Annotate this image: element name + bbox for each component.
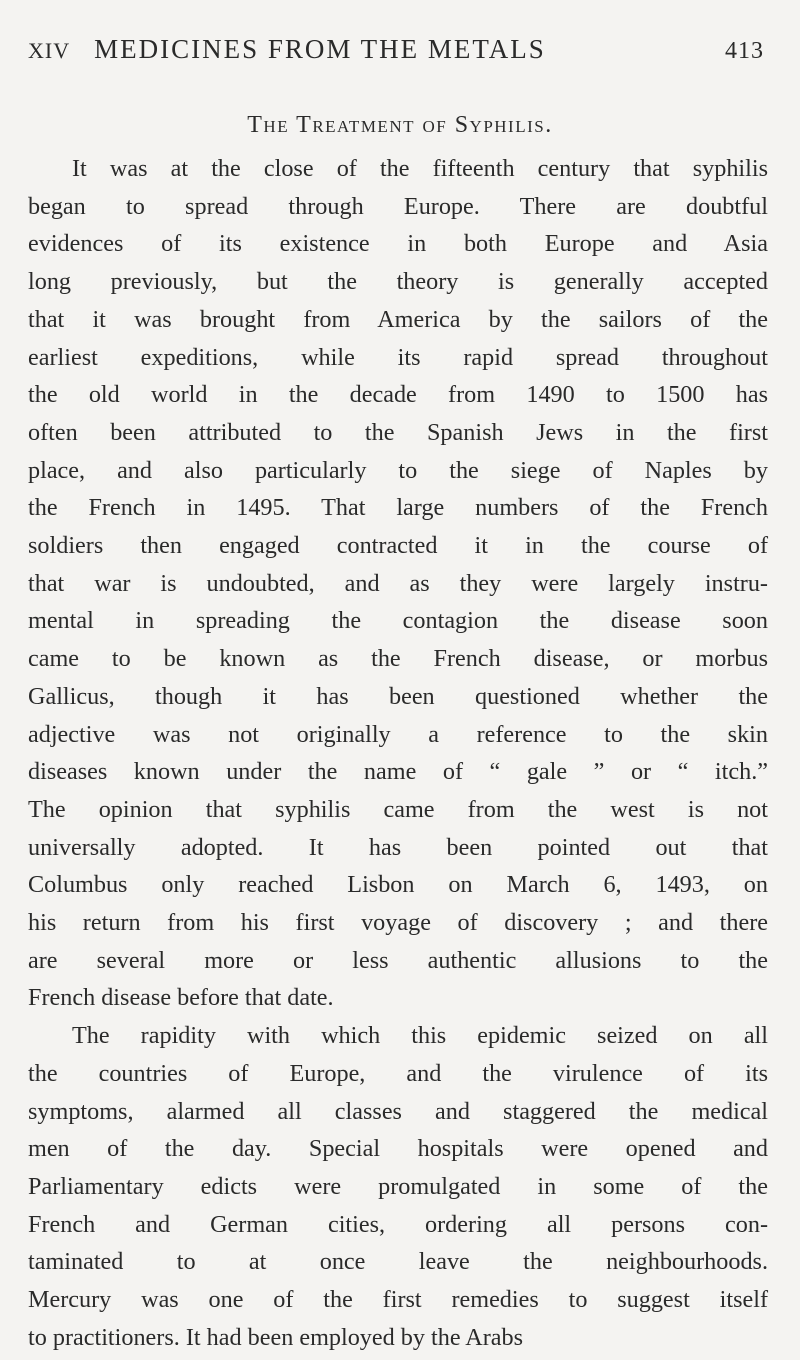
text-line: universally adopted. It has been pointed out that	[28, 833, 768, 861]
text-line: mental in spreading the contagion the disease soon	[28, 607, 768, 635]
page-number: 413	[725, 38, 764, 64]
text-line: the old world in the decade from 1490 to 1500 has	[28, 381, 768, 409]
text-line: taminated to at once leave the neighbourhoods.	[28, 1248, 768, 1276]
text-line: Mercury was one of the first remedies to suggest itself	[28, 1286, 768, 1314]
text-line: Gallicus, though it has been questioned whether the	[28, 682, 768, 710]
text-line: men of the day. Special hospitals were opened and	[28, 1135, 768, 1163]
paragraph	[28, 150, 768, 1017]
text-line: Columbus only reached Lisbon on March 6, 1493, on	[28, 871, 768, 899]
section-title: The Treatment of Syphilis.	[247, 112, 553, 138]
text-line: soldiers then engaged contracted it in the course of	[28, 532, 768, 560]
text-line: often been attributed to the Spanish Jews in the first	[28, 418, 768, 446]
text-line: that war is undoubted, and as they were largely instru-	[28, 569, 768, 597]
text-line: It was at the close of the fifteenth century that syphilis	[72, 155, 768, 182]
running-title: MEDICINES FROM THE METALS	[94, 34, 546, 64]
text-line: The rapidity with which this epidemic seized on all	[72, 1022, 768, 1050]
text-line: diseases known under the name of “ gale ” or “ itch.”	[28, 758, 768, 786]
text-line: symptoms, alarmed all classes and staggered the medical	[28, 1097, 768, 1125]
text-line: came to be known as the French disease, or morbus	[28, 645, 768, 673]
text-line: French disease before that date.	[28, 984, 334, 1012]
text-line: French and German cities, ordering all persons con-	[28, 1210, 768, 1238]
text-line: adjective was not originally a reference to the skin	[28, 720, 768, 748]
paragraph	[28, 1017, 768, 1356]
text-line: the countries of Europe, and the virulence of its	[28, 1059, 768, 1087]
body-text	[28, 150, 768, 1357]
text-line: the French in 1495. That large numbers of the French	[28, 494, 768, 522]
running-head	[28, 34, 764, 65]
chapter-number: XIV	[28, 38, 71, 63]
text-line: evidences of its existence in both Europe and Asia	[28, 230, 768, 258]
text-line: earliest expeditions, while its rapid spread throughout	[28, 343, 768, 371]
text-line: long previously, but the theory is generally accepted	[28, 268, 768, 296]
text-line: place, and also particularly to the siege of Naples by	[28, 456, 768, 484]
text-line: his return from his first voyage of discovery ; and there	[28, 909, 768, 937]
text-line: The opinion that syphilis came from the west is not	[28, 795, 768, 823]
text-line: that it was brought from America by the sailors of the	[28, 305, 768, 333]
text-line: Parliamentary edicts were promulgated in some of the	[28, 1172, 768, 1200]
text-line: are several more or less authentic allusions to the	[28, 946, 768, 974]
text-line: began to spread through Europe. There are doubtful	[28, 192, 768, 220]
text-line: to practitioners. It had been employed by the Arabs	[28, 1323, 524, 1351]
